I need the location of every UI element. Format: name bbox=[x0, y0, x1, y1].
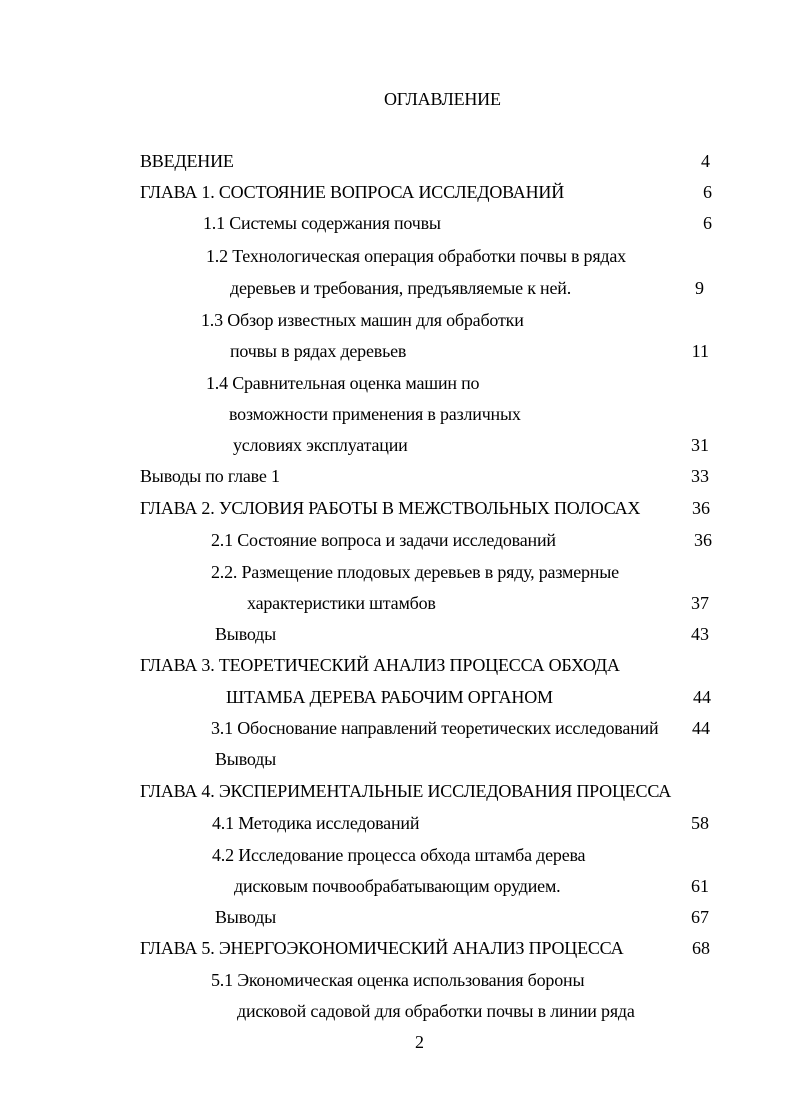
toc-entry-text: Выводы bbox=[215, 749, 277, 769]
toc-entry-text: 1.4 Сравнительная оценка машин по bbox=[206, 373, 480, 393]
toc-entry-text: 1.3 Обзор известных машин для обработки bbox=[201, 310, 524, 330]
toc-entry-page: 33 bbox=[691, 466, 709, 486]
toc-entry-text: ГЛАВА 5. ЭНЕРГОЭКОНОМИЧЕСКИЙ АНАЛИЗ ПРОЦЕССА bbox=[140, 938, 624, 958]
toc-entry-text: ВВЕДЕНИЕ bbox=[140, 151, 234, 171]
toc-entry-text: возможности применения в различных bbox=[229, 404, 521, 424]
toc-entry-text: Выводы bbox=[215, 907, 277, 927]
toc-entry-text: характеристики штамбов bbox=[247, 593, 436, 613]
toc-entry-text: ГЛАВА 3. ТЕОРЕТИЧЕСКИЙ АНАЛИЗ ПРОЦЕССА ОБХОДА bbox=[140, 655, 620, 675]
toc-entry-page: 67 bbox=[691, 907, 709, 927]
toc-entry-text: дисковой садовой для обработки почвы в линии ряда bbox=[237, 1001, 635, 1021]
toc-entry-page: 11 bbox=[691, 341, 709, 361]
toc-entry-text: условиях эксплуатации bbox=[233, 435, 408, 455]
toc-entry-text: дисковым почвообрабатывающим орудием. bbox=[234, 876, 561, 896]
toc-entry-page: 37 bbox=[691, 593, 709, 613]
toc-entry-page: 44 bbox=[693, 687, 711, 707]
toc-entry-text: 1.2 Технологическая операция обработки почвы в рядах bbox=[206, 246, 626, 266]
toc-entry-page: 43 bbox=[691, 624, 709, 644]
toc-entry-text: 4.2 Исследование процесса обхода штамба дерева bbox=[212, 845, 586, 865]
toc-entry-page: 9 bbox=[695, 278, 704, 298]
footer-page-number: 2 bbox=[415, 1032, 424, 1052]
toc-entry-text: 2.2. Размещение плодовых деревьев в ряду, размерные bbox=[211, 562, 619, 582]
toc-entry-page: 36 bbox=[692, 498, 710, 518]
toc-entry-page: 44 bbox=[692, 718, 710, 738]
toc-entry-text: 1.1 Системы содержания почвы bbox=[203, 213, 441, 233]
toc-entry-text: 5.1 Экономическая оценка использования бороны bbox=[211, 970, 585, 990]
toc-entry-text: деревьев и требования, предъявляемые к ней. bbox=[230, 278, 572, 298]
toc-entry-page: 36 bbox=[694, 530, 712, 550]
toc-entry-page: 68 bbox=[692, 938, 710, 958]
toc-entry-text: ГЛАВА 4. ЭКСПЕРИМЕНТАЛЬНЫЕ ИССЛЕДОВАНИЯ ПРОЦЕССА bbox=[140, 781, 672, 801]
toc-entry-text: ГЛАВА 2. УСЛОВИЯ РАБОТЫ В МЕЖСТВОЛЬНЫХ ПОЛОСАХ bbox=[140, 498, 641, 518]
toc-entry-page: 4 bbox=[701, 151, 710, 171]
toc-entry-text: почвы в рядах деревьев bbox=[230, 341, 407, 361]
toc-entry-page: 31 bbox=[691, 435, 709, 455]
toc-entry-page: 61 bbox=[691, 876, 709, 896]
toc-entry-text: 2.1 Состояние вопроса и задачи исследований bbox=[211, 530, 556, 550]
toc-entry-page: 6 bbox=[703, 213, 712, 233]
toc-entry-text: ШТАМБА ДЕРЕВА РАБОЧИМ ОРГАНОМ bbox=[226, 687, 553, 707]
toc-entry-text: 3.1 Обоснование направлений теоретических исследований bbox=[211, 718, 659, 738]
toc-entry-text: ГЛАВА 1. СОСТОЯНИЕ ВОПРОСА ИССЛЕДОВАНИЙ bbox=[140, 182, 564, 202]
toc-entry-page: 6 bbox=[703, 182, 712, 202]
toc-entry-text: Выводы по главе 1 bbox=[140, 466, 280, 486]
toc-entry-text: Выводы bbox=[215, 624, 277, 644]
toc-entry-page: 58 bbox=[691, 813, 709, 833]
page-title: ОГЛАВЛЕНИЕ bbox=[384, 89, 501, 109]
toc-entry-text: 4.1 Методика исследований bbox=[212, 813, 420, 833]
